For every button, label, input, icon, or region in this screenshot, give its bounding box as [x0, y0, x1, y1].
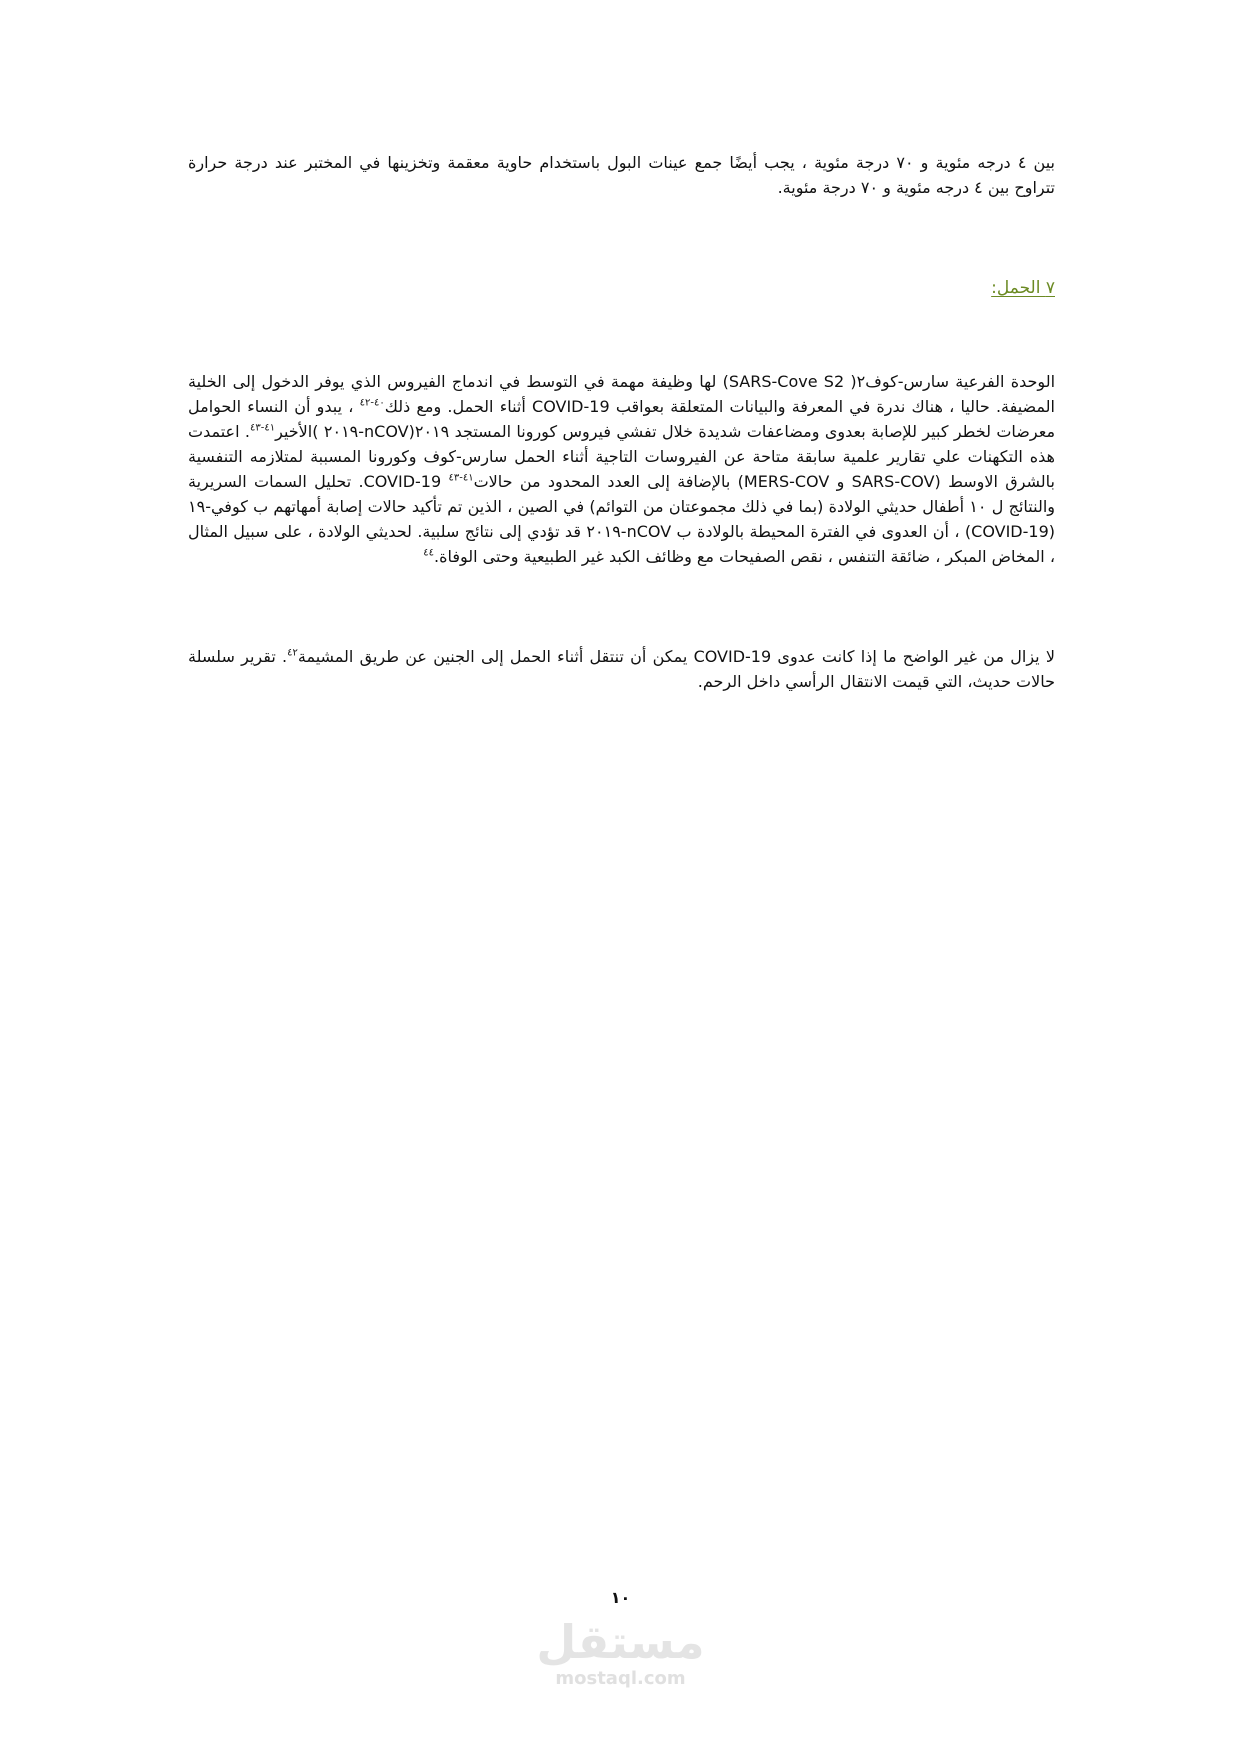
paragraph-2-text-b: . تقرير سلسلة حالات حديث، التي قيمت الانتقال الرأسي داخل الرحم.	[188, 647, 1055, 691]
section-heading: ٧ الحمل:	[991, 278, 1055, 298]
pregnancy-paragraph-1	[188, 369, 1055, 569]
citation-superscript: ٤١-٤٣	[448, 472, 474, 484]
citation-superscript: ٤٠-٤٢	[359, 397, 385, 409]
watermark-domain: mostaql.com	[555, 1668, 686, 1689]
citation-superscript: ٤٢	[287, 647, 298, 659]
intro-text: بين ٤ درجه مئوية و ٧٠ درجة مئوية ، يجب أيضًا جمع عينات البول باستخدام حاوية معقمة وتخزينها في المختبر عند درجة حرارة تتراوح بين ٤ درجه مئوية و ٧٠ درجة مئوية.	[188, 153, 1055, 197]
citation-superscript: ٤١-٤٣	[250, 422, 276, 434]
paragraph-1-text-d: COVID-19. تحليل السمات السريرية والنتائج ل ١٠ أطفال حديثي الولادة (بما في ذلك مجموعتان من التوائم) في الصين ، الذين تم تأكيد حالات إصابة أمهاتهم ب كوفي-١٩ (COVID-19) ، أن العدوى في الفترة المحيطة بالولادة ب nCOV-٢٠١٩ قد تؤدي إلى نتائج سلبية. لحديثي الولادة ، على سبيل المثال ، المخاض المبكر ، ضائقة التنفس ، نقص الصفيحات مع وظائف الكبد غير الطبيعية وحتى الوفاة.	[188, 472, 1056, 566]
paragraph-1-text-a: الوحدة الفرعية سارس-كوف٢( SARS-Cove S2) لها وظيفة مهمة في التوسط في اندماج الفيروس الذي يوفر الدخول إلى الخلية المضيفة. حاليا ، هناك ندرة في المعرفة والبيانات المتعلقة بعواقب COVID-19 أثناء الحمل. ومع ذلك	[188, 372, 1056, 416]
page-number: ١٠	[610, 1588, 631, 1607]
citation-superscript: ٤٤	[423, 547, 435, 559]
paragraph-1-text-b: ، يبدو أن النساء الحوامل معرضات لخطر كبير للإصابة بعدوى ومضاعفات شديدة خلال تفشي فيروس كورونا المستجد ٢٠١٩(nCOV-٢٠١٩ )الأخير	[188, 397, 1056, 441]
watermark	[0, 1616, 1241, 1690]
watermark-logo: مستقل	[536, 1615, 705, 1669]
paragraph-1-text-c: . اعتمدت هذه التكهنات علي تقارير علمية سابقة متاحة عن الفيروسات التاجية أثناء الحمل سارس-كوف وكورونا المسببة لمتلازمه التنفسية بالشرق الاوسط (SARS-COV و MERS-COV) بالإضافة إلى العدد المحدود من حالات	[188, 422, 1056, 491]
intro-paragraph	[188, 150, 1055, 200]
paragraph-2-text-a: لا يزال من غير الواضح ما إذا كانت عدوى COVID-19 يمكن أن تنتقل أثناء الحمل إلى الجنين عن طريق المشيمة	[297, 647, 1056, 666]
pregnancy-paragraph-2	[188, 644, 1055, 694]
